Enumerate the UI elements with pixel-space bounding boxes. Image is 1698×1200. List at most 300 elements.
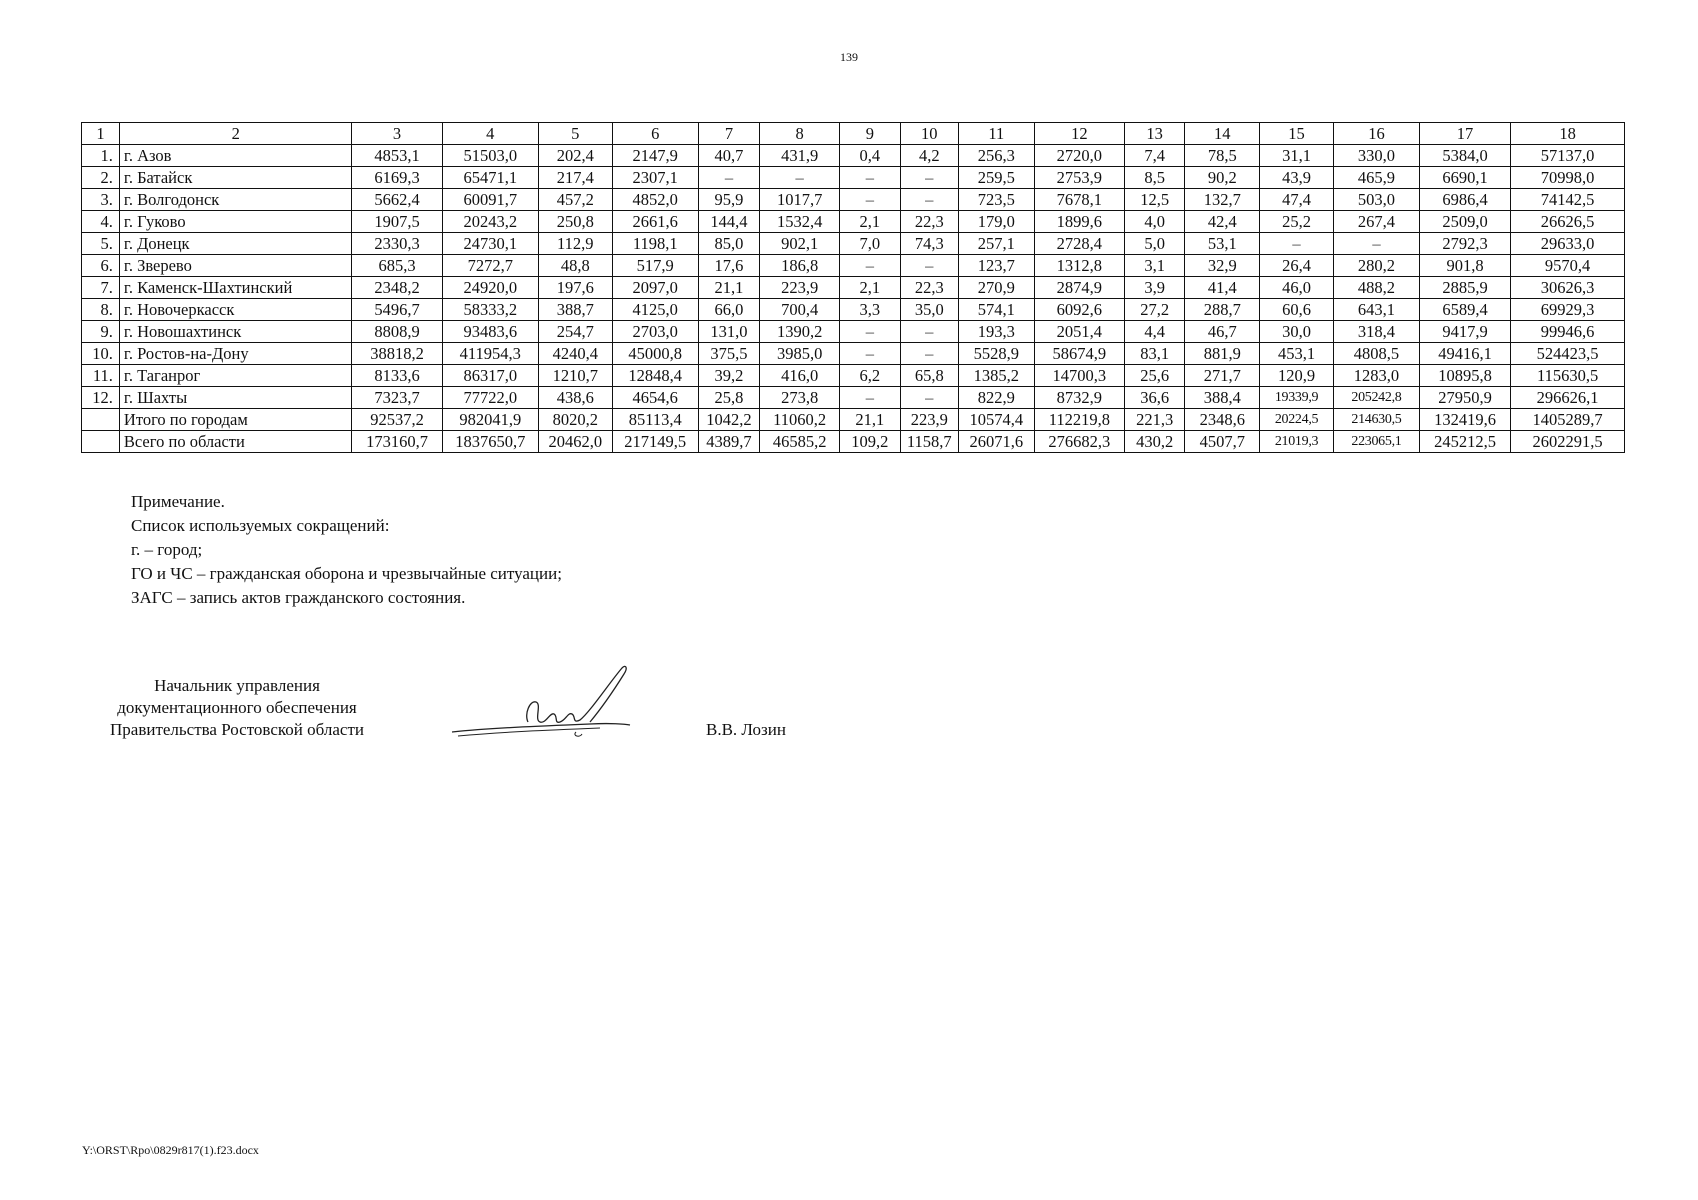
- table-cell: 1042,2: [698, 409, 759, 431]
- table-cell: 24730,1: [442, 233, 538, 255]
- table-cell: 1.: [82, 145, 120, 167]
- table-cell: 1: [82, 123, 120, 145]
- table-cell: 453,1: [1260, 343, 1334, 365]
- table-cell: 57137,0: [1511, 145, 1625, 167]
- table-cell: 245212,5: [1419, 431, 1510, 453]
- table-cell: 9: [840, 123, 900, 145]
- table-cell: 685,3: [352, 255, 442, 277]
- table-cell: 65,8: [900, 365, 958, 387]
- data-table: [81, 122, 1625, 453]
- table-cell: 9.: [82, 321, 120, 343]
- table-cell: 2348,2: [352, 277, 442, 299]
- table-cell: 6986,4: [1419, 189, 1510, 211]
- table-cell: 4389,7: [698, 431, 759, 453]
- table-cell: 35,0: [900, 299, 958, 321]
- table-row: [82, 431, 1625, 453]
- signature-title: [82, 675, 392, 741]
- table-cell: 4: [442, 123, 538, 145]
- table-cell: г. Донецк: [119, 233, 352, 255]
- table-cell: 4240,4: [538, 343, 612, 365]
- table-cell: 45000,8: [612, 343, 698, 365]
- table-cell: –: [840, 343, 900, 365]
- table-cell: 202,4: [538, 145, 612, 167]
- table-cell: –: [900, 167, 958, 189]
- table-cell: 2147,9: [612, 145, 698, 167]
- table-row: [82, 167, 1625, 189]
- table-cell: 12,5: [1124, 189, 1184, 211]
- table-cell: –: [1260, 233, 1334, 255]
- table-cell: 6,2: [840, 365, 900, 387]
- table-cell: 2728,4: [1034, 233, 1124, 255]
- table-cell: 132,7: [1185, 189, 1260, 211]
- table-cell: 8020,2: [538, 409, 612, 431]
- table-cell: 60091,7: [442, 189, 538, 211]
- table-cell: г. Каменск-Шахтинский: [119, 277, 352, 299]
- table-cell: 70998,0: [1511, 167, 1625, 189]
- table-cell: 2703,0: [612, 321, 698, 343]
- table-cell: 92537,2: [352, 409, 442, 431]
- table-cell: 982041,9: [442, 409, 538, 431]
- table-cell: 26,4: [1260, 255, 1334, 277]
- table-cell: 2509,0: [1419, 211, 1510, 233]
- table-cell: 32,9: [1185, 255, 1260, 277]
- table-cell: –: [900, 255, 958, 277]
- table-cell: 2874,9: [1034, 277, 1124, 299]
- table-cell: 6: [612, 123, 698, 145]
- table-cell: 223,9: [900, 409, 958, 431]
- table-cell: 574,1: [958, 299, 1034, 321]
- table-cell: 48,8: [538, 255, 612, 277]
- table-cell: 723,5: [958, 189, 1034, 211]
- table-cell: 273,8: [760, 387, 840, 409]
- table-cell: 5496,7: [352, 299, 442, 321]
- table-cell: 217,4: [538, 167, 612, 189]
- table-cell: 902,1: [760, 233, 840, 255]
- signature-line: Начальник управления: [154, 676, 320, 695]
- table-cell: 58333,2: [442, 299, 538, 321]
- table-cell: 8732,9: [1034, 387, 1124, 409]
- table-cell: 881,9: [1185, 343, 1260, 365]
- table-cell: 74,3: [900, 233, 958, 255]
- table-cell: 438,6: [538, 387, 612, 409]
- table-cell: 4852,0: [612, 189, 698, 211]
- table-cell: 901,8: [1419, 255, 1510, 277]
- table-cell: 25,8: [698, 387, 759, 409]
- table-cell: 9570,4: [1511, 255, 1625, 277]
- table-cell: 132419,6: [1419, 409, 1510, 431]
- table-cell: 65471,1: [442, 167, 538, 189]
- table-cell: 179,0: [958, 211, 1034, 233]
- table-cell: 131,0: [698, 321, 759, 343]
- table-cell: 109,2: [840, 431, 900, 453]
- table-row: [82, 277, 1625, 299]
- table-cell: 2051,4: [1034, 321, 1124, 343]
- table-row: [82, 255, 1625, 277]
- table-cell: 29633,0: [1511, 233, 1625, 255]
- table-cell: 51503,0: [442, 145, 538, 167]
- table-cell: 2.: [82, 167, 120, 189]
- table-cell: г. Шахты: [119, 387, 352, 409]
- table-cell: 2307,1: [612, 167, 698, 189]
- table-cell: 21,1: [698, 277, 759, 299]
- table-cell: 221,3: [1124, 409, 1184, 431]
- table-cell: 46,0: [1260, 277, 1334, 299]
- table-row: [82, 387, 1625, 409]
- table-cell: 112,9: [538, 233, 612, 255]
- table-cell: –: [840, 387, 900, 409]
- table-cell: 186,8: [760, 255, 840, 277]
- table-cell: 14700,3: [1034, 365, 1124, 387]
- table-cell: 5.: [82, 233, 120, 255]
- table-cell: 13: [1124, 123, 1184, 145]
- table-cell: 1390,2: [760, 321, 840, 343]
- table-cell: 8.: [82, 299, 120, 321]
- table-cell: 280,2: [1333, 255, 1419, 277]
- table-cell: 40,7: [698, 145, 759, 167]
- table-cell: 42,4: [1185, 211, 1260, 233]
- table-cell: 20462,0: [538, 431, 612, 453]
- table-cell: 5384,0: [1419, 145, 1510, 167]
- table-cell: 1283,0: [1333, 365, 1419, 387]
- table-cell: г. Новошахтинск: [119, 321, 352, 343]
- table-cell: 16: [1333, 123, 1419, 145]
- table-row: [82, 409, 1625, 431]
- table-cell: 22,3: [900, 277, 958, 299]
- table-cell: 5528,9: [958, 343, 1034, 365]
- table-cell: 431,9: [760, 145, 840, 167]
- table-cell: 36,6: [1124, 387, 1184, 409]
- notes-item: ГО и ЧС – гражданская оборона и чрезвычайные ситуации;: [131, 564, 562, 583]
- notes-item: г. – город;: [131, 540, 203, 559]
- table-cell: 21019,3: [1260, 431, 1334, 453]
- table-cell: 25,2: [1260, 211, 1334, 233]
- table-cell: 39,2: [698, 365, 759, 387]
- table-cell: –: [1333, 233, 1419, 255]
- table-cell: 1837650,7: [442, 431, 538, 453]
- table-cell: 257,1: [958, 233, 1034, 255]
- table-cell: 11060,2: [760, 409, 840, 431]
- table-cell: 7,0: [840, 233, 900, 255]
- table-cell: 3985,0: [760, 343, 840, 365]
- table-cell: 193,3: [958, 321, 1034, 343]
- table-cell: г. Волгодонск: [119, 189, 352, 211]
- page-number: 139: [840, 50, 858, 64]
- table-cell: 822,9: [958, 387, 1034, 409]
- table-cell: 416,0: [760, 365, 840, 387]
- table-cell: 3,9: [1124, 277, 1184, 299]
- notes-item: ЗАГС – запись актов гражданского состояния.: [131, 588, 466, 607]
- table-cell: 3: [352, 123, 442, 145]
- table-cell: 85113,4: [612, 409, 698, 431]
- table-cell: –: [760, 167, 840, 189]
- table-cell: 1405289,7: [1511, 409, 1625, 431]
- table-cell: 4,4: [1124, 321, 1184, 343]
- table-cell: 49416,1: [1419, 343, 1510, 365]
- table-cell: 47,4: [1260, 189, 1334, 211]
- table-cell: 2348,6: [1185, 409, 1260, 431]
- notes-title: Примечание.: [131, 492, 225, 511]
- table-cell: 12.: [82, 387, 120, 409]
- table-cell: 318,4: [1333, 321, 1419, 343]
- table-cell: 7.: [82, 277, 120, 299]
- table-cell: 20243,2: [442, 211, 538, 233]
- table-cell: г. Таганрог: [119, 365, 352, 387]
- table-cell: 267,4: [1333, 211, 1419, 233]
- table-cell: 7678,1: [1034, 189, 1124, 211]
- notes-section: [131, 490, 562, 610]
- table-cell: 1532,4: [760, 211, 840, 233]
- table-row: [82, 189, 1625, 211]
- table-cell: 2330,3: [352, 233, 442, 255]
- table-row: [82, 145, 1625, 167]
- table-cell: 271,7: [1185, 365, 1260, 387]
- table-cell: 112219,8: [1034, 409, 1124, 431]
- table-cell: 66,0: [698, 299, 759, 321]
- table-cell: г. Азов: [119, 145, 352, 167]
- table-cell: 4808,5: [1333, 343, 1419, 365]
- table-cell: 115630,5: [1511, 365, 1625, 387]
- table-cell: 86317,0: [442, 365, 538, 387]
- table-cell: 524423,5: [1511, 343, 1625, 365]
- table-cell: 12: [1034, 123, 1124, 145]
- table-cell: 8,5: [1124, 167, 1184, 189]
- table-cell: 3,3: [840, 299, 900, 321]
- table-cell: 4507,7: [1185, 431, 1260, 453]
- table-cell: 517,9: [612, 255, 698, 277]
- file-path: Y:\ORST\Rpo\0829r817(1).f23.docx: [82, 1143, 259, 1157]
- table-cell: г. Новочеркасск: [119, 299, 352, 321]
- table-cell: 256,3: [958, 145, 1034, 167]
- table-cell: 90,2: [1185, 167, 1260, 189]
- table-cell: 0,4: [840, 145, 900, 167]
- table-cell: 1312,8: [1034, 255, 1124, 277]
- table-cell: Итого по городам: [119, 409, 352, 431]
- table-cell: 223065,1: [1333, 431, 1419, 453]
- table-cell: 74142,5: [1511, 189, 1625, 211]
- table-cell: 10.: [82, 343, 120, 365]
- table-row: [82, 233, 1625, 255]
- table-row: [82, 343, 1625, 365]
- table-cell: 276682,3: [1034, 431, 1124, 453]
- table-cell: 20224,5: [1260, 409, 1334, 431]
- table-cell: 173160,7: [352, 431, 442, 453]
- table-cell: 41,4: [1185, 277, 1260, 299]
- table-cell: 2602291,5: [1511, 431, 1625, 453]
- table-cell: 1907,5: [352, 211, 442, 233]
- table-cell: г. Батайск: [119, 167, 352, 189]
- table-cell: 465,9: [1333, 167, 1419, 189]
- table-cell: 4.: [82, 211, 120, 233]
- table-cell: 1385,2: [958, 365, 1034, 387]
- table-cell: 31,1: [1260, 145, 1334, 167]
- table-cell: 9417,9: [1419, 321, 1510, 343]
- table-cell: 430,2: [1124, 431, 1184, 453]
- table-cell: 388,7: [538, 299, 612, 321]
- table-cell: 2885,9: [1419, 277, 1510, 299]
- table-cell: 95,9: [698, 189, 759, 211]
- table-cell: 30626,3: [1511, 277, 1625, 299]
- table-cell: 488,2: [1333, 277, 1419, 299]
- table-cell: 43,9: [1260, 167, 1334, 189]
- table-cell: 8133,6: [352, 365, 442, 387]
- table-cell: 30,0: [1260, 321, 1334, 343]
- table-cell: 17: [1419, 123, 1510, 145]
- table-cell: 296626,1: [1511, 387, 1625, 409]
- table-cell: 27950,9: [1419, 387, 1510, 409]
- table-cell: [82, 409, 120, 431]
- table-cell: 144,4: [698, 211, 759, 233]
- table-cell: 1899,6: [1034, 211, 1124, 233]
- table-cell: 375,5: [698, 343, 759, 365]
- table-cell: –: [840, 189, 900, 211]
- table-cell: 53,1: [1185, 233, 1260, 255]
- table-cell: 15: [1260, 123, 1334, 145]
- table-cell: 6690,1: [1419, 167, 1510, 189]
- table-cell: –: [698, 167, 759, 189]
- signature-line: Правительства Ростовской области: [110, 720, 364, 739]
- table-cell: 26626,5: [1511, 211, 1625, 233]
- table-cell: 12848,4: [612, 365, 698, 387]
- table-cell: 2720,0: [1034, 145, 1124, 167]
- table-cell: 4,2: [900, 145, 958, 167]
- table-cell: 26071,6: [958, 431, 1034, 453]
- table-cell: 288,7: [1185, 299, 1260, 321]
- table-cell: 123,7: [958, 255, 1034, 277]
- table-cell: 330,0: [1333, 145, 1419, 167]
- table-cell: –: [900, 189, 958, 211]
- table-body: [82, 123, 1625, 453]
- table-cell: 21,1: [840, 409, 900, 431]
- table-cell: 7323,7: [352, 387, 442, 409]
- table-cell: 250,8: [538, 211, 612, 233]
- table-cell: 2792,3: [1419, 233, 1510, 255]
- table-cell: 214630,5: [1333, 409, 1419, 431]
- table-cell: 643,1: [1333, 299, 1419, 321]
- table-cell: 18: [1511, 123, 1625, 145]
- table-cell: 120,9: [1260, 365, 1334, 387]
- notes-subtitle: Список используемых сокращений:: [131, 516, 390, 535]
- table-cell: 85,0: [698, 233, 759, 255]
- table-cell: –: [900, 321, 958, 343]
- table-cell: –: [840, 321, 900, 343]
- table-cell: –: [900, 387, 958, 409]
- table-cell: 700,4: [760, 299, 840, 321]
- table-cell: 197,6: [538, 277, 612, 299]
- table-cell: 6.: [82, 255, 120, 277]
- table-cell: 10574,4: [958, 409, 1034, 431]
- table-cell: –: [840, 167, 900, 189]
- table-row: [82, 365, 1625, 387]
- table-cell: 11: [958, 123, 1034, 145]
- table-cell: 14: [1185, 123, 1260, 145]
- table-cell: Всего по области: [119, 431, 352, 453]
- table-cell: 2: [119, 123, 352, 145]
- table-cell: 6589,4: [1419, 299, 1510, 321]
- table-cell: [82, 431, 120, 453]
- table-cell: 46,7: [1185, 321, 1260, 343]
- table-cell: –: [840, 255, 900, 277]
- table-cell: 69929,3: [1511, 299, 1625, 321]
- table-cell: 99946,6: [1511, 321, 1625, 343]
- table-cell: 3,1: [1124, 255, 1184, 277]
- table-cell: 7: [698, 123, 759, 145]
- signer-name: В.В. Лозин: [706, 720, 786, 739]
- table-header-row: [82, 123, 1625, 145]
- table-cell: 5,0: [1124, 233, 1184, 255]
- table-cell: г. Зверево: [119, 255, 352, 277]
- table-cell: 4853,1: [352, 145, 442, 167]
- table-cell: 4654,6: [612, 387, 698, 409]
- table-cell: 2097,0: [612, 277, 698, 299]
- table-cell: 1158,7: [900, 431, 958, 453]
- table-cell: 205242,8: [1333, 387, 1419, 409]
- table-cell: 46585,2: [760, 431, 840, 453]
- table-cell: 503,0: [1333, 189, 1419, 211]
- handwritten-signature: [450, 662, 650, 742]
- table-cell: 8: [760, 123, 840, 145]
- table-cell: 223,9: [760, 277, 840, 299]
- table-cell: 1210,7: [538, 365, 612, 387]
- table-cell: 1198,1: [612, 233, 698, 255]
- table-cell: 259,5: [958, 167, 1034, 189]
- table-cell: 6092,6: [1034, 299, 1124, 321]
- table-cell: 5662,4: [352, 189, 442, 211]
- table-cell: 4,0: [1124, 211, 1184, 233]
- table-cell: 388,4: [1185, 387, 1260, 409]
- table-cell: 2661,6: [612, 211, 698, 233]
- signature-line: документационного обеспечения: [117, 698, 357, 717]
- table-cell: 7,4: [1124, 145, 1184, 167]
- table-cell: 8808,9: [352, 321, 442, 343]
- table-cell: 2,1: [840, 277, 900, 299]
- table-cell: 4125,0: [612, 299, 698, 321]
- table-cell: 457,2: [538, 189, 612, 211]
- table-cell: 3.: [82, 189, 120, 211]
- table-cell: 27,2: [1124, 299, 1184, 321]
- table-row: [82, 299, 1625, 321]
- table-cell: 25,6: [1124, 365, 1184, 387]
- table-cell: 17,6: [698, 255, 759, 277]
- table-cell: 22,3: [900, 211, 958, 233]
- table-row: [82, 321, 1625, 343]
- table-cell: г. Ростов-на-Дону: [119, 343, 352, 365]
- table-cell: 38818,2: [352, 343, 442, 365]
- table-cell: г. Гуково: [119, 211, 352, 233]
- table-cell: 217149,5: [612, 431, 698, 453]
- table-cell: 10895,8: [1419, 365, 1510, 387]
- table-cell: 11.: [82, 365, 120, 387]
- table-cell: 2,1: [840, 211, 900, 233]
- table-cell: 411954,3: [442, 343, 538, 365]
- table-cell: 6169,3: [352, 167, 442, 189]
- table-cell: 1017,7: [760, 189, 840, 211]
- table-cell: 254,7: [538, 321, 612, 343]
- table-cell: 7272,7: [442, 255, 538, 277]
- table-cell: 83,1: [1124, 343, 1184, 365]
- table-cell: 5: [538, 123, 612, 145]
- table-cell: 19339,9: [1260, 387, 1334, 409]
- table-cell: 77722,0: [442, 387, 538, 409]
- table-cell: 93483,6: [442, 321, 538, 343]
- table-row: [82, 211, 1625, 233]
- table-cell: 60,6: [1260, 299, 1334, 321]
- table-cell: 2753,9: [1034, 167, 1124, 189]
- table-cell: 270,9: [958, 277, 1034, 299]
- table-cell: 24920,0: [442, 277, 538, 299]
- table-cell: –: [900, 343, 958, 365]
- table-cell: 78,5: [1185, 145, 1260, 167]
- table-cell: 10: [900, 123, 958, 145]
